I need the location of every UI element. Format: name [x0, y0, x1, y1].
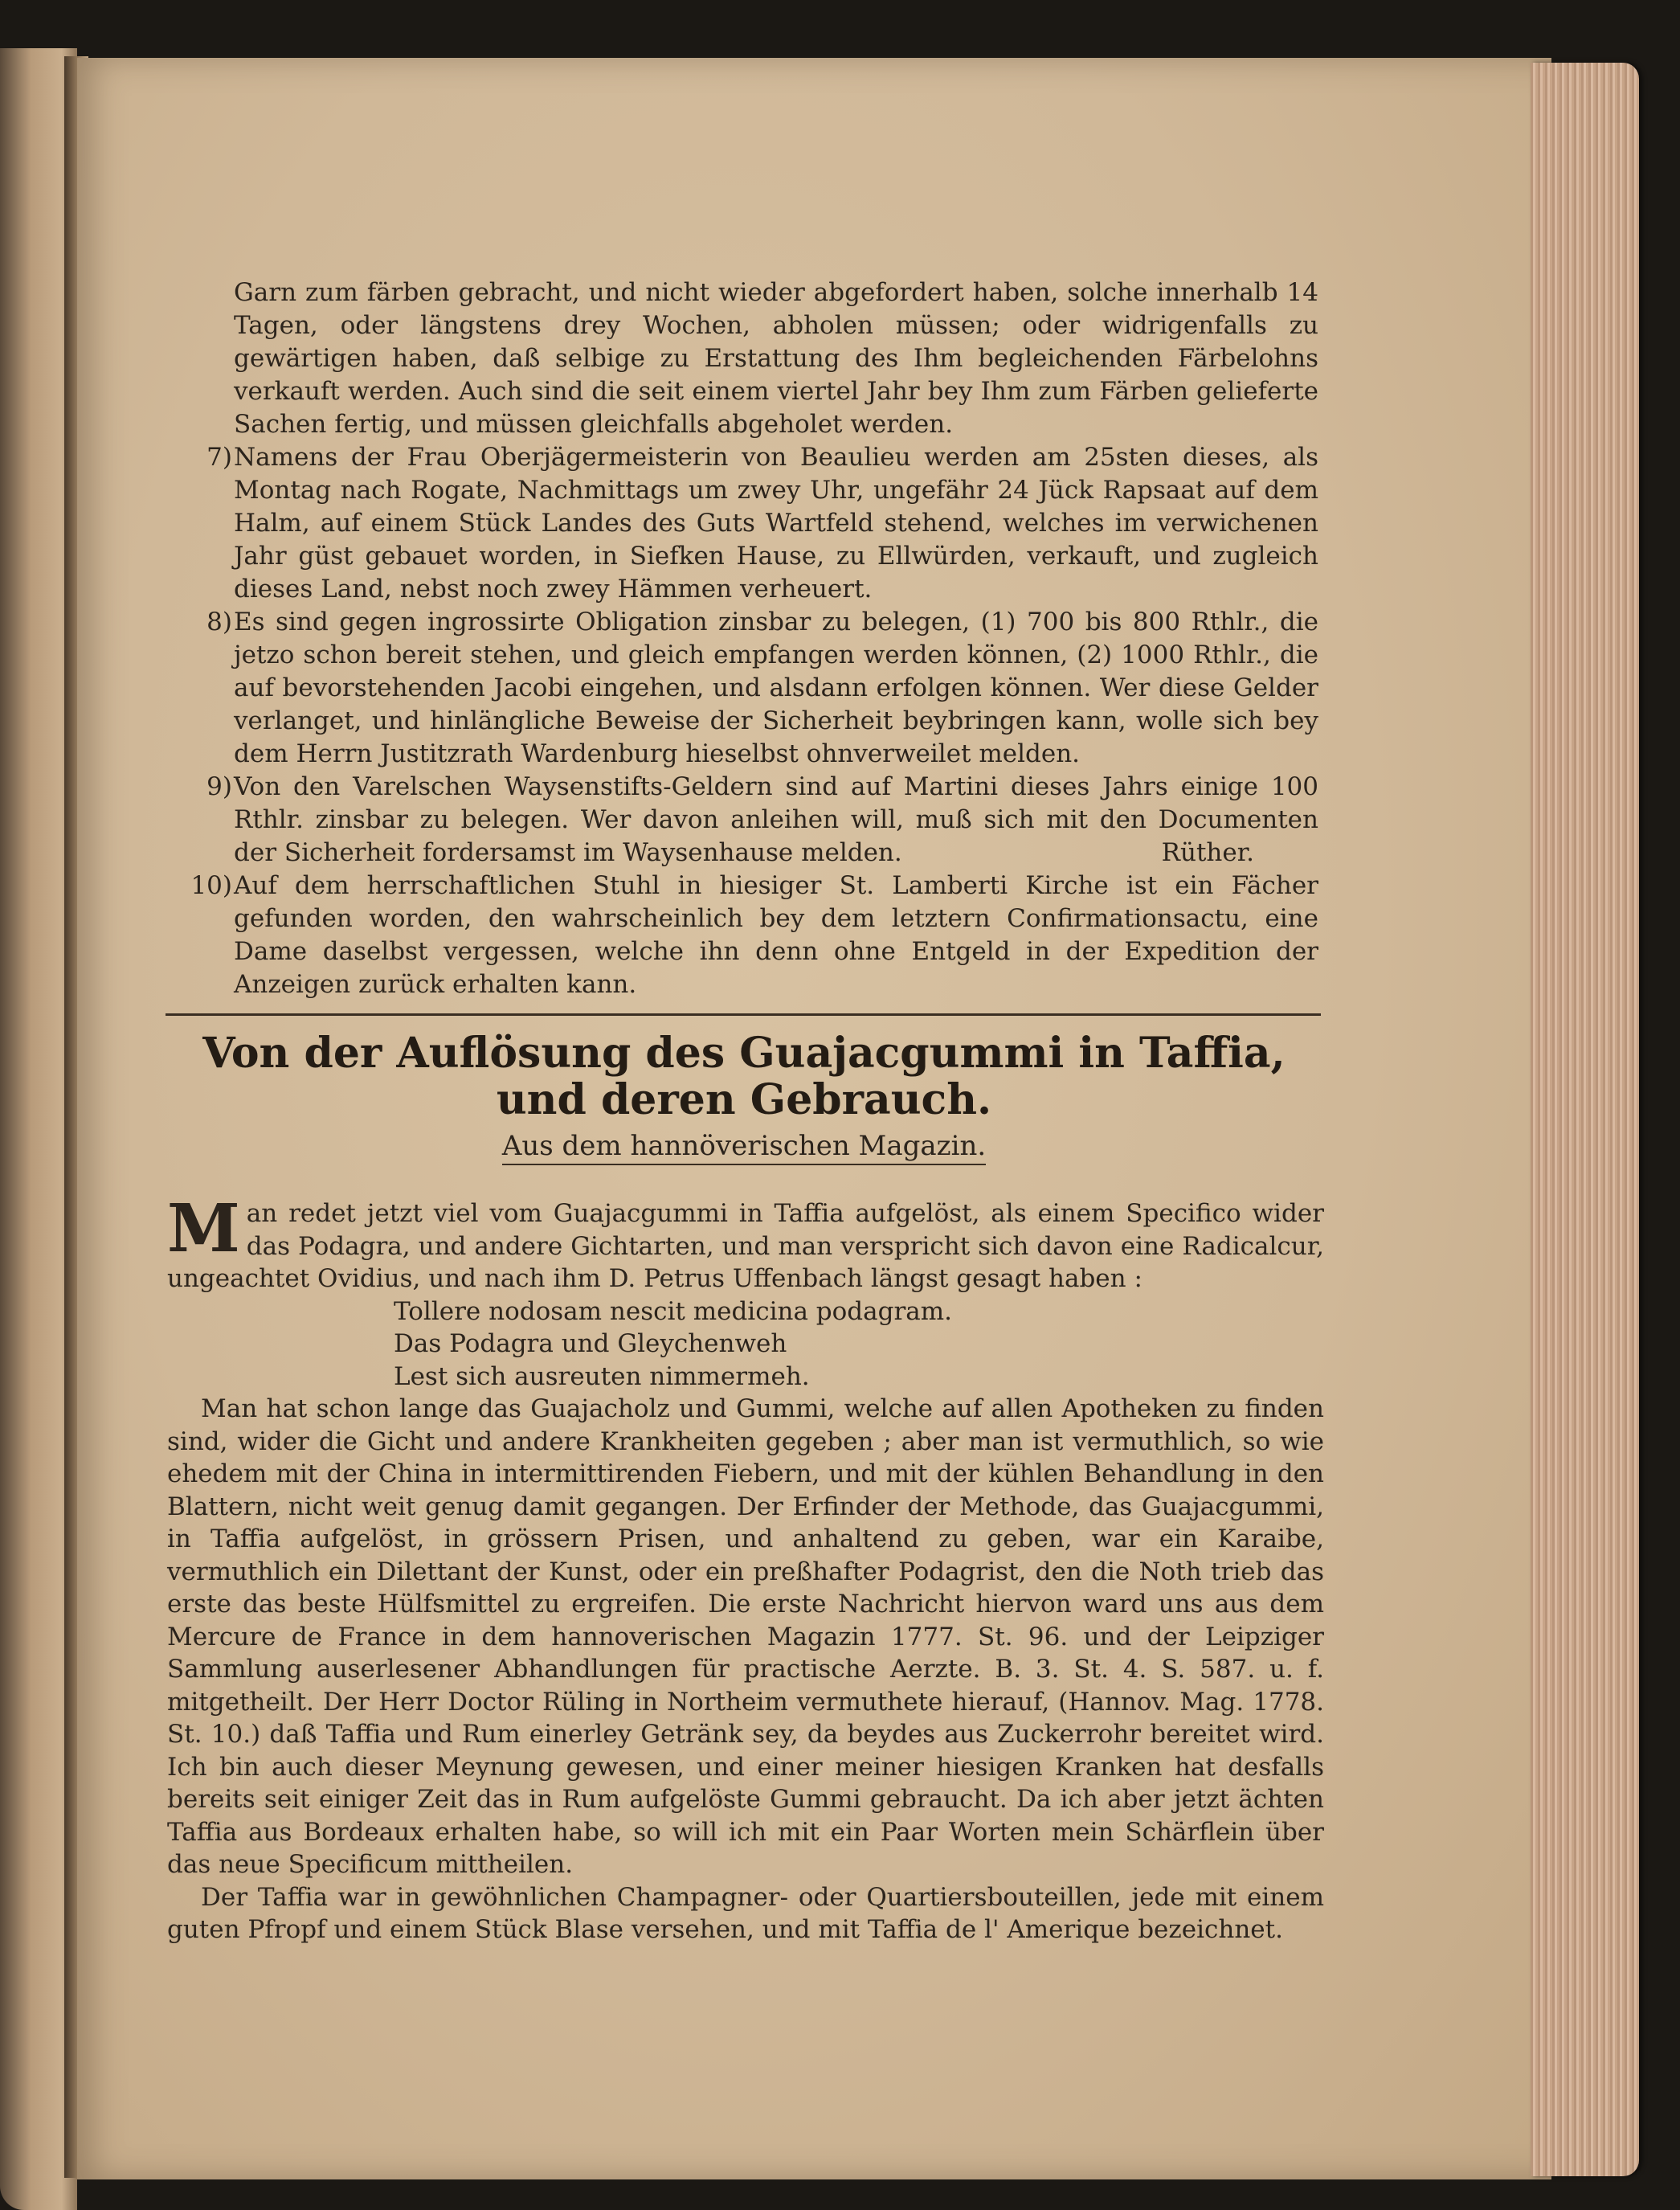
drop-cap: M	[167, 1190, 240, 1267]
notice-10	[161, 870, 1318, 1001]
verse-quote	[167, 1295, 1324, 1394]
page	[77, 58, 1551, 2179]
paragraph-3: Der Taffia war in gewöhnlichen Champagner- oder Quartiersbouteillen, jede mit einem guten Pfropf und einem Stück Blase versehen, und mit Taffia de l' Amerique bezeichnet.	[167, 1882, 1324, 1944]
paragraph-1-text: an redet jetzt viel vom Guajacgummi in Taffia aufgelöst, als einem Specifico wider das Podagra, und andere Gichtarten, und man verspricht sich davon eine Radicalcur, ungeachtet Ovidius, und nach ihm D. Petrus Uffenbach längst gesagt haben :	[167, 1199, 1324, 1293]
notice-text: Garn zum färben gebracht, und nicht wieder abgefordert haben, solche innerhalb 14 Tagen, oder längstens drey Wochen, abholen müssen; oder widrigenfalls zu gewärtigen haben, daß selbige zu Erstattung des Ihm begleichenden Färbelohns verkauft werden. Auch sind die seit einem viertel Jahr bey Ihm zum Färben gelieferte Sachen fertig, und müssen gleichfalls abgeholet werden.	[234, 278, 1318, 439]
article-title-line-1: Von der Auflösung des Guajacgummi in Taffia,	[202, 1029, 1286, 1078]
article-title	[166, 1030, 1322, 1123]
notice-text: Namens der Frau Oberjägermeisterin von Beaulieu werden am 25sten dieses, als Montag nach Rogate, Nachmittags um zwey Uhr, ungefähr 24 Jück Rapsaat auf dem Halm, auf einem Stück Landes des Guts Wartfeld stehend, welches im verwichenen Jahr güst gebauet worden, in Siefken Hause, zu Ellwürden, verkauft, und zugleich dieses Land, nebst noch zwey Hämmen verheuert.	[234, 443, 1318, 604]
verse-line: Das Podagra und Gleychenweh	[394, 1329, 787, 1358]
paragraph-1	[167, 1190, 1324, 1295]
notice-signature: Rüther.	[1161, 838, 1254, 867]
verse-line: Lest sich ausreuten nimmermeh.	[394, 1361, 810, 1391]
verse-line: Tollere nodosam nescit medicina podagram.	[394, 1296, 953, 1326]
notice-text: Von den Varelschen Waysenstifts-Geldern sind auf Martini dieses Jahrs einige 100 Rthlr. zinsbar zu belegen. Wer davon anleihen will, muß sich mit den Documenten der Sicherheit fordersamst im Waysenhause melden.	[234, 772, 1318, 867]
notice-number: 10)	[190, 871, 232, 900]
page-stack-edges	[1531, 63, 1639, 2176]
notice-number: 9)	[206, 772, 232, 801]
notice-continuation	[161, 276, 1318, 441]
article-body	[167, 1190, 1324, 1946]
notice-number: 8)	[206, 608, 232, 636]
notice-text: Auf dem herrschaftlichen Stuhl in hiesiger St. Lamberti Kirche ist ein Fächer gefunden worden, den wahrscheinlich bey dem letztern Confirmationsactu, eine Dame daselbst vergessen, welche ihn denn ohne Entgeld in der Expedition der Anzeigen zurück erhalten kann.	[234, 871, 1318, 999]
paragraph-2: Man hat schon lange das Guajacholz und Gummi, welche auf allen Apotheken zu finden sind, wider die Gicht und andere Krankheiten gegeben ; aber man ist vermuthlich, so wie ehedem mit der China in intermittirenden Fiebern, und mit der kühlen Behandlung in den Blattern, nicht weit genug damit gegangen. Der Erfinder der Methode, das Guajacgummi, in Taffia aufgelöst, in grössern Prisen, und anhaltend zu geben, war ein Karaibe, vermuthlich ein Dilettant der Kunst, oder ein preßhafter Podagrist, den die Noth trieb das erste das beste Hülfsmittel zu ergreifen. Die erste Nachricht hiervon ward uns aus dem Mercure de France in dem hannoverischen Magazin 1777. St. 96. und der Leipziger Sammlung auserlesener Abhandlungen für practische Aerzte. B. 3. St. 4. S. 587. u. f. mitgetheilt. Der Herr Doctor Rüling in Northeim vermuthete hierauf, (Hannov. Mag. 1778. St. 10.) daß Taffia und Rum einerley Getränk sey, da beydes aus Zuckerrohr bereitet wird. Ich bin auch dieser Meynung gewesen, und einer meiner hiesigen Kranken hat desfalls bereits seit einiger Zeit das in Rum aufgelöste Gummi gebraucht. Da ich aber jetzt ächten Taffia aus Bordeaux erhalten habe, so will ich mit ein Paar Worten mein Schärflein über das neue Specificum mittheilen.	[167, 1394, 1324, 1879]
notice-text: Es sind gegen ingrossirte Obligation zinsbar zu belegen, (1) 700 bis 800 Rthlr., die jetzo schon bereit stehen, und gleich empfangen werden können, (2) 1000 Rthlr., die auf bevorstehenden Jacobi eingehen, und alsdann erfolgen können. Wer diese Gelder verlanget, und hinlängliche Beweise der Sicherheit beybringen kann, wolle sich bey dem Herrn Justitzrath Wardenburg hieselbst ohnverweilet melden.	[234, 608, 1318, 768]
notice-8	[161, 606, 1318, 771]
notices-block	[161, 276, 1318, 1001]
article-subtitle	[166, 1130, 1322, 1162]
section-divider	[166, 1013, 1321, 1016]
notice-9	[161, 771, 1318, 870]
notice-number: 7)	[206, 443, 232, 472]
article-source: Aus dem hannöverischen Magazin.	[502, 1130, 986, 1165]
article-title-line-2: und deren Gebrauch.	[496, 1075, 992, 1124]
notice-7	[161, 441, 1318, 606]
